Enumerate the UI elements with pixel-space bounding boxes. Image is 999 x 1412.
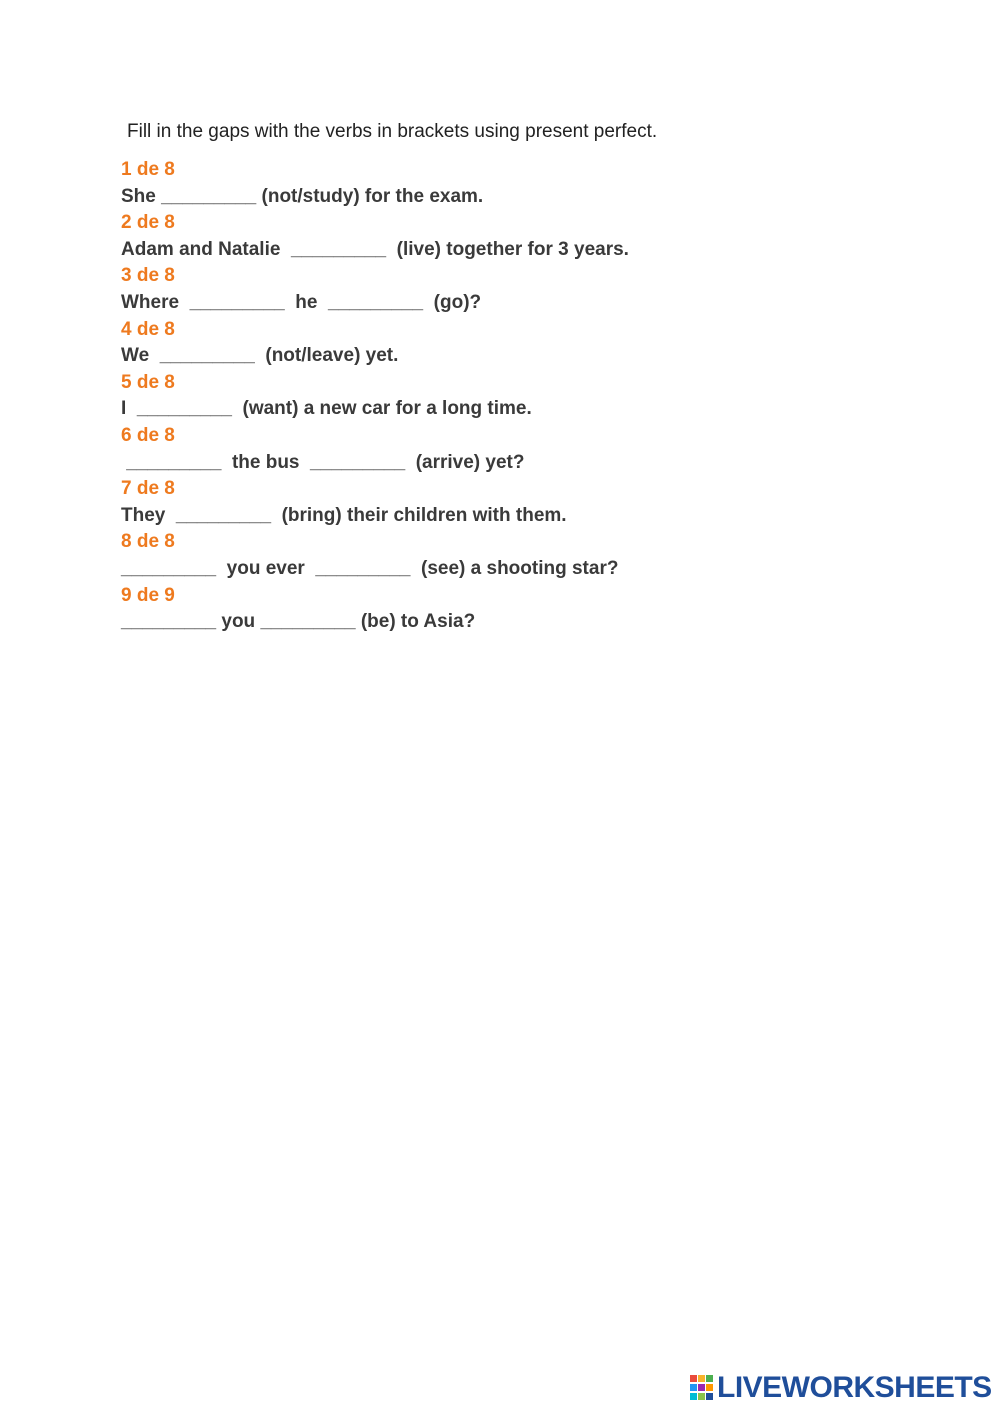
question-text: We _________ (not/leave) yet. [121,345,399,367]
question-text: Where _________ he _________ (go)? [121,291,482,313]
question-counter: 3 de 8 [121,265,175,287]
question-counter: 6 de 8 [121,424,175,446]
instruction-text: Fill in the gaps with the verbs in brackets using present perfect. [127,121,658,142]
question-list [121,157,881,636]
question-text: I _________ (want) a new car for a long time. [121,398,532,420]
question-counter: 5 de 8 [121,371,175,393]
brand-name: LIVEWORKSHEETS [717,1371,992,1404]
liveworksheets-brand [690,1372,992,1404]
question-text: _________ you _________ (be) to Asia? [121,611,476,633]
question-counter: 7 de 8 [121,478,175,500]
question-text: Adam and Natalie _________ (live) together for 3 years. [121,238,629,260]
question-counter: 2 de 8 [121,212,175,234]
question-text: _________ you ever _________ (see) a shooting star? [121,557,619,579]
question-text: They _________ (bring) their children with them. [121,504,567,526]
question-counter: 4 de 8 [121,318,175,340]
liveworksheets-logo-icon [690,1375,714,1401]
question-counter: 8 de 8 [121,531,175,553]
question-text: _________ the bus _________ (arrive) yet? [121,451,525,473]
question-counter: 1 de 8 [121,159,175,180]
question-counter: 9 de 9 [121,584,175,606]
question-text: She _________ (not/study) for the exam. [121,185,484,207]
